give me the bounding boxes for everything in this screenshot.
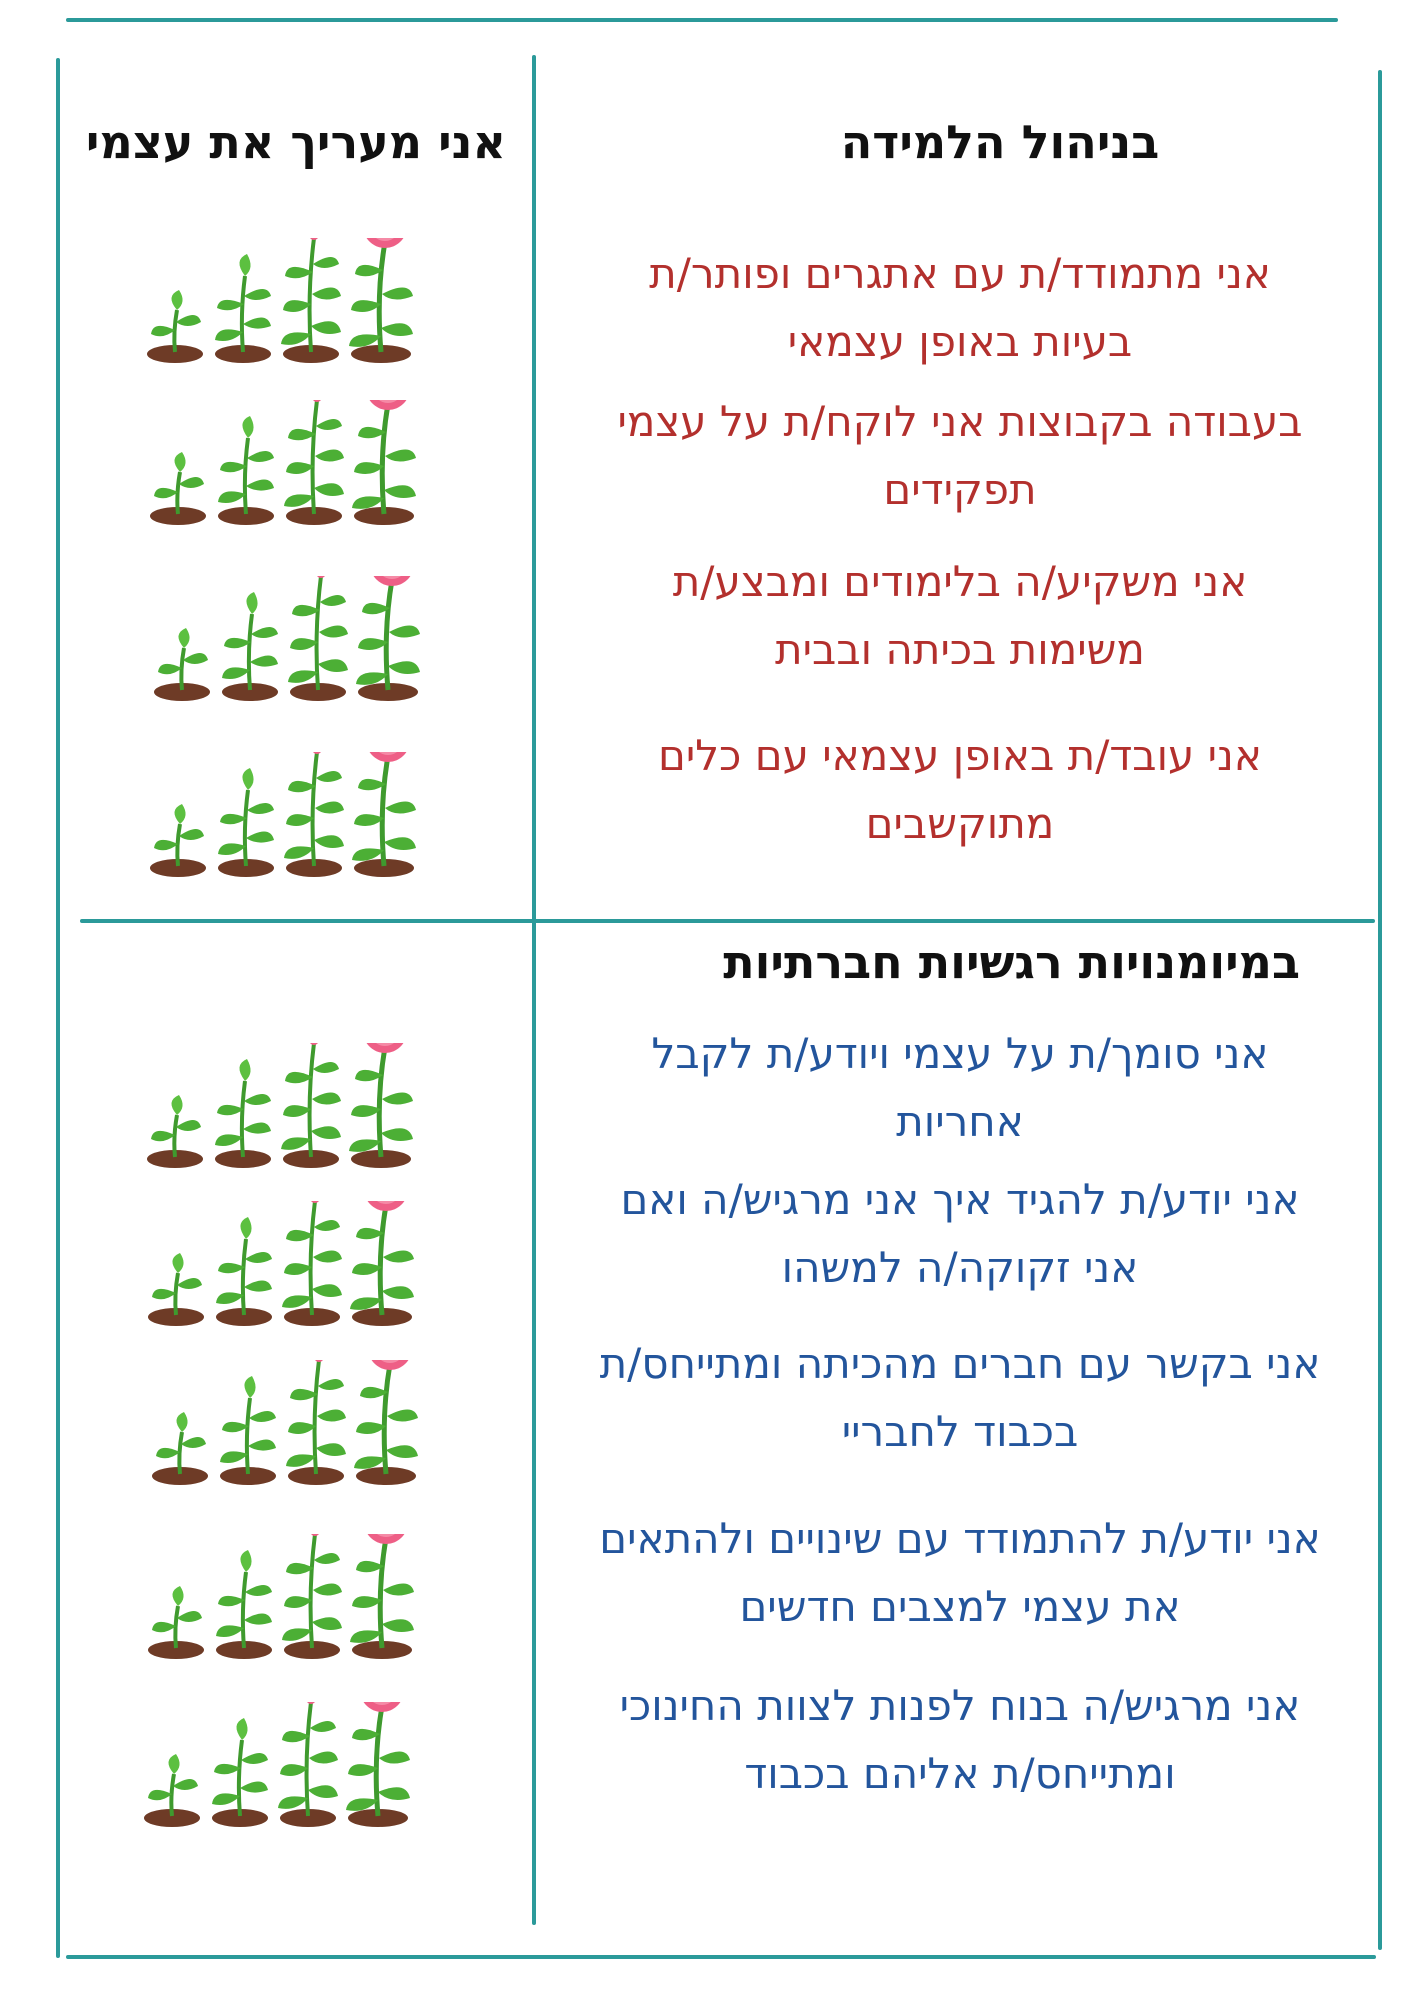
- growing-plants-icon[interactable]: [152, 576, 432, 702]
- frame-right-line: [1378, 70, 1382, 1950]
- frame-top-line: [66, 18, 1338, 22]
- growing-plants-icon[interactable]: [146, 1201, 426, 1327]
- learning-item-4: אני עובד/ת באופן עצמאי עם כלים מתוקשבים: [658, 731, 1262, 848]
- social-item-3: אני בקשר עם חברים מהכיתה ומתייחס/ת בכבוד לחבריי: [599, 1339, 1321, 1456]
- self-assessment-title: אני מעריך את עצמי: [85, 115, 506, 169]
- growing-plants-icon[interactable]: [142, 1702, 422, 1828]
- social-item-5: אני מרגיש/ה בנוח לפנות לצוות החינוכי ומתייחס/ת אליהם בכבוד: [619, 1681, 1301, 1798]
- growing-plants-icon[interactable]: [148, 400, 428, 526]
- section-divider-line: [80, 919, 1375, 923]
- frame-bottom-line: [66, 1955, 1376, 1959]
- growing-plants-icon[interactable]: [145, 1043, 425, 1169]
- column-divider-line: [532, 55, 536, 1925]
- frame-left-line: [56, 58, 60, 1958]
- social-item-2: אני יודע/ת להגיד איך אני מרגיש/ה ואם אני זקוקה/ה למשהו: [620, 1175, 1300, 1292]
- growing-plants-icon[interactable]: [146, 1534, 426, 1660]
- social-item-4: אני יודע/ת להתמודד עם שינויים ולהתאים את עצמי למצבים חדשים: [599, 1514, 1321, 1631]
- learning-item-1: אני מתמודד/ת עם אתגרים ופותר/ת בעיות באופן עצמאי: [649, 249, 1271, 366]
- learning-item-3: אני משקיע/ה בלימודים ומבצע/ת משימות בכיתה ובבית: [672, 557, 1248, 674]
- growing-plants-icon[interactable]: [145, 238, 425, 364]
- growing-plants-icon[interactable]: [148, 752, 428, 878]
- learning-item-2: בעבודה בקבוצות אני לוקח/ת על עצמי תפקידים: [617, 397, 1303, 514]
- social-emotional-title: במיומנויות רגשיות חברתיות: [723, 935, 1300, 989]
- social-item-1: אני סומך/ת על עצמי ויודע/ת לקבל אחריות: [651, 1029, 1269, 1146]
- learning-management-title: בניהול הלמידה: [840, 115, 1160, 169]
- growing-plants-icon[interactable]: [150, 1360, 430, 1486]
